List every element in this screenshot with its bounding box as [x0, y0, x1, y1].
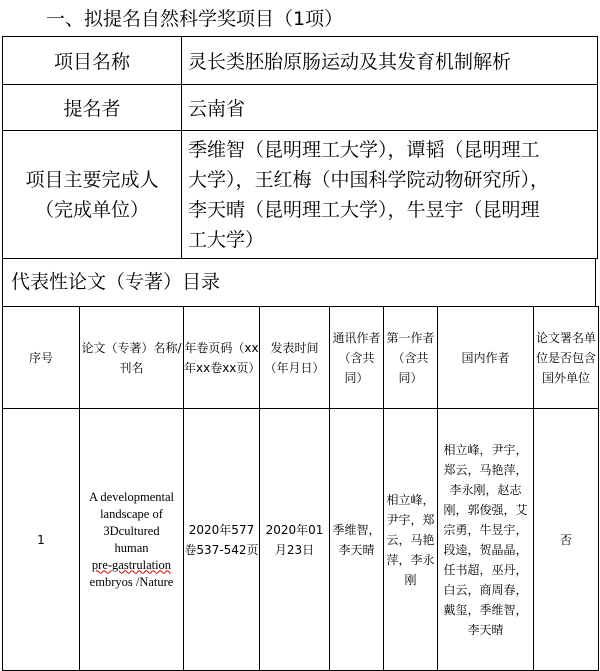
paper-line: landscape of [100, 506, 163, 521]
page-heading: 一、拟提名自然科学奖项目（1项） [46, 8, 344, 30]
contributors-value [182, 131, 598, 259]
contributors-line: 大学），王红梅（中国科学院动物研究所）， [188, 168, 550, 191]
cell-foreign-unit: 否 [534, 409, 599, 671]
paper-line: A developmental [88, 489, 175, 504]
table-row [3, 409, 599, 671]
header-foreign-unit: 论文署名单位是否包含国外单位 [534, 307, 599, 409]
header-first-author: 第一作者（含共同） [384, 307, 438, 409]
header-domestic-authors: 国内作者 [438, 307, 534, 409]
contributors-label [3, 131, 182, 259]
header-corresponding: 通讯作者（含共同） [330, 307, 384, 409]
project-name-label: 项目名称 [3, 37, 182, 85]
paper-line: embryos /Nature [89, 574, 174, 589]
cell-first-author: 相立峰，尹宇，郑云，马艳萍，李永刚 [384, 409, 438, 671]
project-name-value: 灵长类胚胎原肠运动及其发育机制解析 [182, 37, 598, 85]
header-index: 序号 [3, 307, 80, 409]
cell-volume: 2020年577卷537-542页 [184, 409, 260, 671]
contributors-label-line1: 项目主要完成人 [25, 168, 159, 191]
papers-table [2, 306, 599, 671]
header-paper: 论文（专著）名称/刊名 [80, 307, 184, 409]
header-date: 发表时间（年月日） [260, 307, 330, 409]
header-volume: 年卷页码（xx年xx卷xx页） [184, 307, 260, 409]
cell-index: 1 [3, 409, 80, 671]
contributors-line: 工大学） [188, 228, 265, 251]
contributors-label-line2: （完成单位） [34, 198, 149, 221]
nominator-value: 云南省 [182, 85, 598, 131]
cell-date: 2020年01月23日 [260, 409, 330, 671]
cell-domestic-authors: 相立峰，尹宇，郑云，马艳萍，李永刚，赵志刚，郭俊强，艾宗勇，牛昱宇，段逵，贺晶晶，任书超，巫丹，白云，商周春，戴玺，季维智，李天晴 [438, 409, 534, 671]
paper-line: pre-gastrulation [91, 557, 172, 572]
section-title: 代表性论文（专著）目录 [2, 258, 596, 306]
cell-paper [80, 409, 184, 671]
nominator-label: 提名者 [3, 85, 182, 131]
paper-line: 3Dcultured [103, 523, 160, 538]
contributors-line: 李天晴（昆明理工大学），牛昱宇（昆明理 [188, 198, 540, 221]
contributors-line: 季维智（昆明理工大学），谭韬（昆明理工 [188, 138, 540, 161]
paper-line: human [114, 540, 149, 555]
project-info-table [2, 36, 598, 259]
cell-corresponding: 季维智，李天晴 [330, 409, 384, 671]
